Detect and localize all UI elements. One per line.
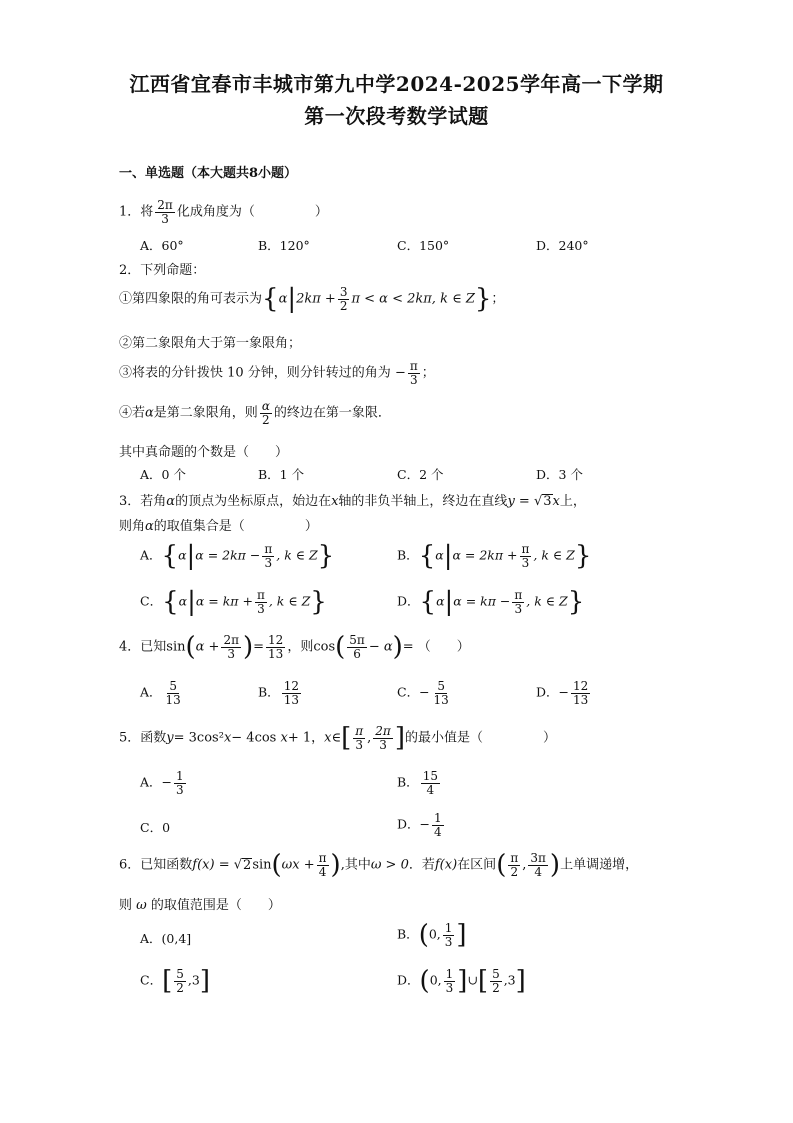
q2-s3-suffix: ；	[421, 365, 435, 381]
q5-a-den: 3	[176, 782, 184, 797]
q3-d-expr: α = kπ −	[453, 593, 511, 609]
q5-x3: x	[324, 730, 332, 746]
q6-mid3: 在区间	[457, 857, 497, 873]
q4-sin: sin	[166, 639, 186, 655]
q3-line2-suffix: 的取值集合是（	[153, 519, 245, 534]
q6-option-a	[140, 929, 191, 947]
q3-eq-x: x	[552, 494, 560, 509]
q3-x: x	[331, 494, 339, 509]
q6-a-label: A．	[140, 931, 162, 946]
q6-option-c: C．[ $\frac{5}{2}$ ,3]	[140, 966, 210, 997]
q2-statement-3	[119, 360, 435, 386]
q3-b-alpha: α	[435, 547, 444, 563]
q2-s4-mid: 是第二象限角，则	[153, 405, 258, 421]
q3-a-frac-num: π	[264, 542, 273, 556]
q3-line2-alpha: α	[145, 519, 154, 534]
q2-ask: 其中真命题的个数是（ ）	[119, 445, 289, 460]
question-6-line1: 6．已知函数f(x) = √2sin(ωx + $\frac{\pi}{4}$ ),其中ω > 0．若f(x)在区间( $\frac{\pi}{2}$ , $\frac{3\pi}{4}$ )上单调递增，	[119, 850, 639, 881]
q5-a-label: A．−	[140, 774, 173, 790]
q5-d-den: 4	[434, 824, 442, 839]
q2-s4-prefix: ④若	[119, 405, 146, 421]
q1-frac-num: 2π	[157, 198, 173, 212]
q2-s4-frac-den: 2	[262, 412, 270, 427]
q1-frac-den: 3	[161, 211, 169, 226]
q6-mid2: ．若	[408, 857, 435, 873]
question-2-stem: 2．下列命题：	[119, 263, 206, 278]
q3-suffix: 上，	[559, 494, 586, 509]
q2-s1-part1: 2kπ +	[296, 291, 336, 307]
q6-f-num: π	[318, 851, 327, 865]
q6-c-den: 2	[176, 980, 184, 995]
q2-s1-prefix: ①第四象限的角可表示为	[119, 291, 263, 307]
q5-x1: x	[223, 730, 232, 746]
q6-suffix: 上单调递增，	[560, 857, 639, 873]
q5-b-num: 15	[422, 769, 438, 783]
q3-b-frac-den: 3	[521, 555, 530, 570]
section-heading: 一、单选题（本大题共8小题）	[119, 166, 298, 181]
q1-fraction	[155, 199, 175, 225]
q5-b-label: B．	[397, 774, 419, 790]
q5-close: ）	[543, 730, 557, 746]
q5-f2-num: 2π	[375, 724, 391, 738]
q6-c-num: 5	[176, 967, 184, 981]
q2-s3-frac-num: π	[409, 359, 418, 373]
q4-c-num: 5	[437, 679, 445, 693]
q6-f-den: 4	[318, 864, 327, 879]
q6-d-label: D．	[397, 972, 420, 988]
q4-c-label: C．−	[397, 684, 430, 700]
q3-option-d: D．{α|α = kπ − $\frac{\pi}{3}$ , k ∈ Z}	[397, 587, 585, 618]
q4-prefix: 4．已知	[119, 639, 167, 655]
q3-option-b: B．{α|α = 2kπ + $\frac{\pi}{3}$ , k ∈ Z}	[397, 541, 592, 572]
q1-prefix: 1．将	[119, 204, 154, 220]
q3-line2-prefix: 则角	[119, 519, 146, 534]
q6-fx2: f(x)	[434, 857, 458, 873]
q6-b-num: 1	[444, 921, 453, 935]
q4-b-den: 13	[283, 692, 299, 707]
q4-f1-num: 2π	[223, 633, 239, 647]
q4-d-label: D．−	[536, 684, 569, 700]
q4-b-num: 12	[283, 679, 299, 693]
q5-d-label: D．−	[397, 816, 430, 832]
q3-a-alpha: α	[178, 547, 187, 563]
q3-b-expr: α = 2kπ +	[452, 547, 518, 563]
q5-in: ∈	[331, 730, 342, 746]
q5-option-b	[397, 770, 442, 796]
q4-f1-den: 3	[227, 646, 236, 661]
q5-eq: = 3cos²	[173, 730, 224, 746]
q6-sqrt2: 2	[243, 857, 252, 873]
q4-alpha-plus: α +	[195, 639, 220, 655]
q3-close: ）	[304, 519, 318, 534]
q3-d-alpha: α	[436, 593, 445, 609]
q5-option-a	[140, 770, 188, 796]
q6-line2-prefix: 则	[119, 898, 133, 913]
q2-option-c: C．2 个	[397, 467, 444, 482]
q6-prefix: 6．已知函数	[119, 857, 193, 873]
q4-minus-alpha: − α	[368, 639, 393, 655]
q3-d-frac-num: π	[514, 588, 523, 602]
q6-mid1: ,其中	[340, 857, 371, 873]
q4-f2-den: 6	[353, 646, 361, 661]
q6-i1-den: 2	[510, 864, 519, 879]
question-4: 4．已知sin(α + $\frac{2\pi}{3}$ )= $\frac{12}{13}$ ，则cos( $\frac{5\pi}{6}$ − α)= （ ）	[119, 632, 470, 663]
q6-option-b: B．(0, $\frac{1}{3}$ ]	[397, 920, 467, 951]
q5-option-c: C．0	[140, 820, 171, 835]
q5-y: y	[166, 730, 174, 746]
q3-eq-y: y =	[507, 494, 534, 509]
q4-f2-num: 5π	[349, 633, 365, 647]
question-6-line2	[119, 894, 281, 913]
q6-option-d: D．(0, $\frac{1}{3}$ ]∪[ $\frac{5}{2}$ ,3]	[397, 966, 526, 997]
q3-mid: 的顶点为坐标原点，始边在	[175, 494, 332, 509]
question-3-line2	[119, 515, 318, 534]
q3-d-tail: , k ∈ Z	[526, 593, 568, 609]
document-title-line2: 第一次段考数学试题	[304, 104, 489, 128]
q3-prefix: 3．若角	[119, 494, 167, 509]
q4-suffix: = （ ）	[402, 639, 470, 655]
q5-prefix: 5．函数	[119, 730, 167, 746]
q4-r-num: 12	[268, 633, 284, 647]
q6-b-label: B．	[397, 926, 419, 942]
q4-d-den: 13	[573, 692, 589, 707]
q6-wx: ωx +	[281, 857, 315, 873]
q2-s4-suffix: 的终边在第一象限．	[273, 405, 391, 421]
q2-option-b: B．1 个	[258, 467, 305, 482]
q5-f1-num: π	[355, 724, 364, 738]
q4-r-den: 13	[268, 646, 284, 661]
q4-option-d	[536, 680, 592, 706]
q2-s4-frac-num: α	[261, 399, 270, 413]
q2-option-a: A．0 个	[140, 467, 186, 482]
q3-a-label: A．	[140, 547, 162, 563]
q4-a-den: 13	[165, 692, 181, 707]
q3-c-tail: , k ∈ Z	[268, 593, 311, 609]
q2-s1-alpha: α	[278, 291, 288, 307]
q3-a-tail: , k ∈ Z	[276, 547, 318, 563]
q4-option-b	[258, 680, 303, 706]
q6-d-num1: 1	[445, 967, 454, 981]
q3-c-frac-den: 3	[257, 601, 265, 616]
q3-mid2: 轴的非负半轴上，终边在直线	[338, 494, 508, 509]
q6-b-den: 3	[444, 934, 453, 949]
q4-a-label: A．	[140, 684, 162, 700]
question-3-line1: 3．若角α的顶点为坐标原点，始边在x轴的非负半轴上，终边在直线y = √3x上，	[119, 494, 586, 509]
q2-s1-frac-num: 3	[339, 285, 348, 299]
q1-option-d: D．240°	[536, 238, 589, 253]
q6-d-den1: 3	[445, 980, 454, 995]
q5-suffix: 的最小值是（	[404, 730, 483, 746]
q6-c-label: C．	[140, 972, 163, 988]
q4-option-a	[140, 680, 185, 706]
q3-c-expr: α = kπ +	[195, 593, 253, 609]
q3-option-a: A．{α|α = 2kπ − $\frac{\pi}{3}$ , k ∈ Z}	[140, 541, 335, 572]
q3-b-tail: , k ∈ Z	[533, 547, 575, 563]
document-title-line1: 江西省宜春市丰城市第九中学2024-2025学年高一下学期	[129, 72, 664, 96]
q3-alpha: α	[166, 494, 176, 509]
question-1	[119, 199, 328, 225]
q1-option-b: B．120°	[258, 238, 310, 253]
q6-w: ω > 0	[370, 857, 409, 873]
q3-b-label: B．	[397, 547, 419, 563]
q2-statement-4	[119, 400, 391, 426]
q2-option-d: D．3 个	[536, 467, 583, 482]
q4-a-num: 5	[169, 679, 177, 693]
q4-b-label: B．	[258, 684, 280, 700]
q4-d-num: 12	[573, 679, 589, 693]
q3-c-alpha: α	[178, 593, 188, 609]
q4-eq: =	[253, 639, 265, 655]
q3-b-frac-num: π	[521, 542, 530, 556]
q3-option-c: C．{α|α = kπ + $\frac{\pi}{3}$ , k ∈ Z}	[140, 587, 327, 618]
q3-sqrt: 3	[543, 494, 552, 509]
q6-fx: f(x) =	[192, 857, 234, 873]
question-5: 5．函数y= 3cos²x− 4cos x+ 1，x∈[ $\frac{\pi}{3}$ , $\frac{2\pi}{3}$ ]的最小值是（ ）	[119, 723, 557, 754]
q5-minus: − 4cos	[231, 730, 277, 746]
q5-plus: + 1，	[287, 730, 325, 746]
q4-c-den: 13	[433, 692, 449, 707]
q5-f2-den: 3	[379, 737, 387, 752]
q3-d-label: D．	[397, 593, 420, 609]
q5-d-num: 1	[434, 811, 442, 825]
q2-s1-part2: π < α < 2kπ, k ∈ Z	[351, 291, 475, 307]
q6-omega: ω	[136, 898, 147, 913]
q6-d-den2: 2	[492, 980, 500, 995]
q3-c-label: C．	[140, 593, 163, 609]
q1-suffix: 化成角度为（	[176, 204, 255, 220]
q6-a-value: (0,4]	[161, 931, 192, 946]
q2-s4-alpha: α	[145, 405, 154, 421]
q4-cos: cos	[313, 639, 336, 655]
q2-s1-frac-den: 2	[339, 298, 348, 313]
q6-sin: sin	[252, 857, 272, 873]
q6-line2-suffix: 的取值范围是（ ）	[150, 898, 281, 913]
q5-b-den: 4	[426, 782, 435, 797]
q2-statement-2: ②第二象限角大于第一象限角；	[119, 336, 302, 351]
q1-option-c: C．150°	[397, 238, 450, 253]
q3-d-frac-den: 3	[514, 601, 523, 616]
q1-close: ）	[314, 204, 328, 220]
q2-s1-suffix: ；	[491, 291, 505, 307]
q5-a-num: 1	[176, 769, 184, 783]
q2-s3-frac-den: 3	[409, 372, 418, 387]
q1-option-a: A．60°	[140, 238, 184, 253]
q5-x2: x	[280, 730, 288, 746]
q3-a-frac-den: 3	[264, 555, 273, 570]
q6-i2-num: 3π	[530, 851, 546, 865]
q3-a-expr: α = 2kπ −	[195, 547, 261, 563]
q6-i1-num: π	[510, 851, 519, 865]
q6-d-num2: 5	[492, 967, 500, 981]
q6-i2-den: 4	[534, 864, 542, 879]
q3-c-frac-num: π	[256, 588, 265, 602]
q4-mid: ，则	[287, 639, 314, 655]
q2-s3-prefix: ③将表的分针拨快 10 分钟，则分针转过的角为 −	[119, 365, 406, 381]
q5-option-d	[397, 812, 446, 838]
q5-f1-den: 3	[355, 737, 364, 752]
q4-option-c	[397, 680, 453, 706]
q2-statement-1: ①第四象限的角可表示为{α|2kπ + $\frac{3}{2}$ π < α < 2kπ, k ∈ Z}；	[119, 284, 505, 315]
